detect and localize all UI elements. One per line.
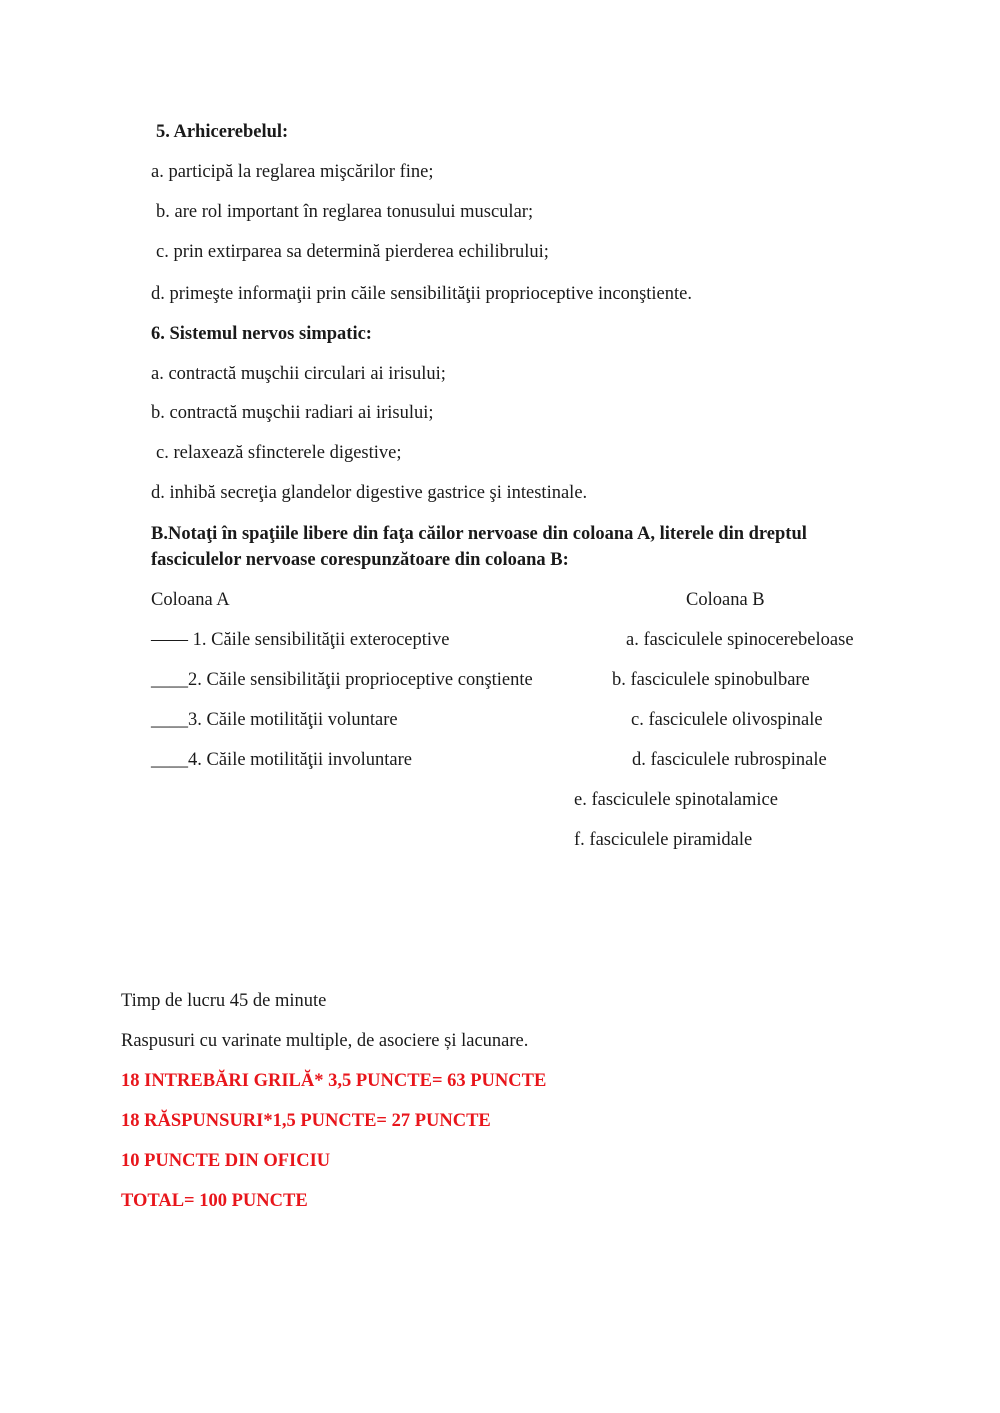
question-5-title: 5. Arhicerebelul:: [156, 122, 289, 142]
column-a-item-2: ____2. Căile sensibilităţii proprioceptive conştiente: [151, 670, 533, 690]
question-5-option-b: b. are rol important în reglarea tonusului muscular;: [156, 202, 534, 222]
column-a-header: Coloana A: [151, 590, 230, 610]
question-6-option-d: d. inhibă secreţia glandelor digestive gastrice şi intestinale.: [151, 483, 588, 503]
question-6-option-a: a. contractă muşchii circulari ai irisului;: [151, 364, 446, 384]
column-a-item-4: ____4. Căile motilităţii involuntare: [151, 750, 413, 770]
question-6-title: 6. Sistemul nervos simpatic:: [151, 324, 372, 344]
score-line-3: 10 PUNCTE DIN OFICIU: [121, 1151, 331, 1171]
column-b-item-d: d. fasciculele rubrospinale: [632, 750, 827, 770]
column-a-item-1: —— 1. Căile sensibilităţii exteroceptive: [151, 630, 450, 650]
section-b-instruction-line1: B.Notaţi în spaţiile libere din faţa căilor nervoase din coloana A, literele din dreptul: [151, 524, 807, 544]
section-b-instruction-line2: fasciculelor nervoase corespunzătoare din coloana B:: [151, 550, 569, 570]
question-6-option-b: b. contractă muşchii radiari ai irisului;: [151, 403, 434, 423]
question-5-option-d: d. primeşte informaţii prin căile sensibilităţii proprioceptive inconştiente.: [151, 284, 692, 304]
column-b-item-a: a. fasciculele spinocerebeloase: [626, 630, 854, 650]
column-a-item-3: ____3. Căile motilităţii voluntare: [151, 710, 398, 730]
time-limit: Timp de lucru 45 de minute: [121, 991, 327, 1011]
column-b-item-b: b. fasciculele spinobulbare: [612, 670, 810, 690]
score-line-2: 18 RĂSPUNSURI*1,5 PUNCTE= 27 PUNCTE: [121, 1111, 491, 1131]
column-b-item-c: c. fasciculele olivospinale: [631, 710, 823, 730]
question-6-option-c: c. relaxează sfincterele digestive;: [156, 443, 402, 463]
column-b-header: Coloana B: [686, 590, 765, 610]
score-total: TOTAL= 100 PUNCTE: [121, 1191, 308, 1211]
question-5-option-a: a. participă la reglarea mişcărilor fine;: [151, 162, 434, 182]
column-b-item-e: e. fasciculele spinotalamice: [574, 790, 778, 810]
column-b-item-f: f. fasciculele piramidale: [574, 830, 753, 850]
answer-types: Raspusuri cu varinate multiple, de asociere și lacunare.: [121, 1031, 529, 1051]
question-5-option-c: c. prin extirparea sa determină pierderea echilibrului;: [156, 242, 549, 262]
score-line-1: 18 INTREBĂRI GRILĂ* 3,5 PUNCTE= 63 PUNCTE: [121, 1071, 547, 1091]
